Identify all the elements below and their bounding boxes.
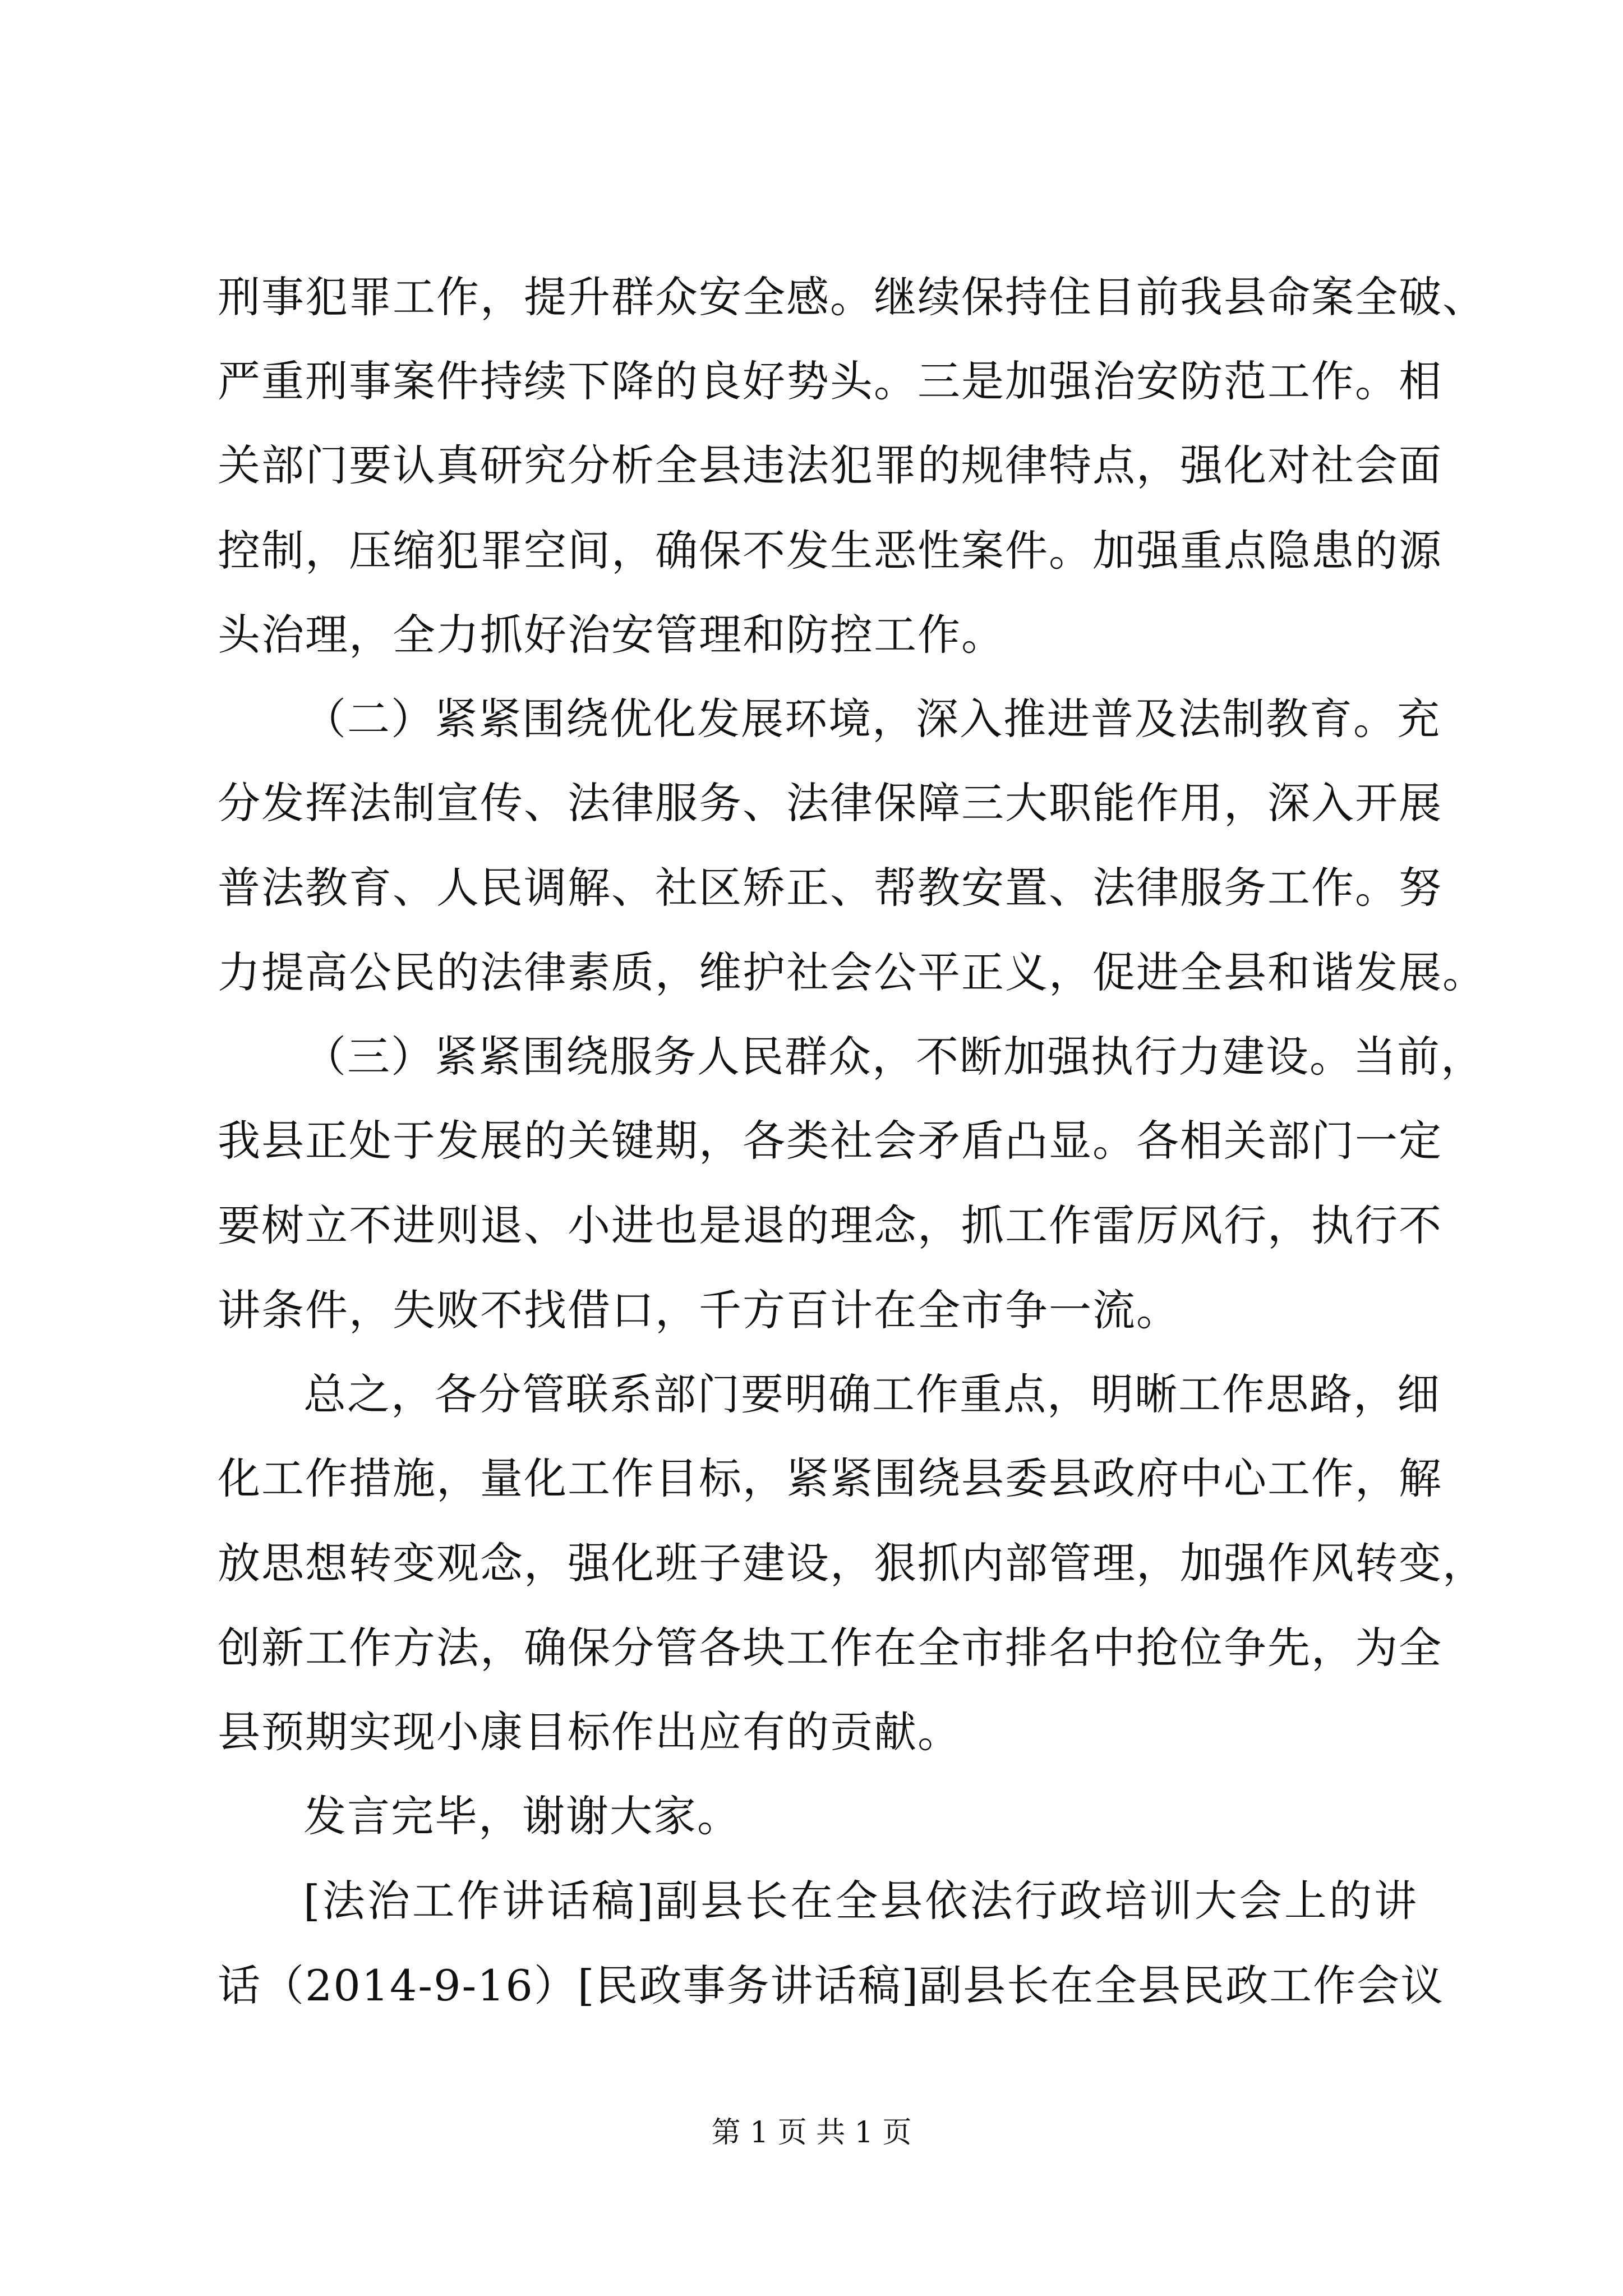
paragraph-first-line: （二）紧紧围绕优化发展环境，深入推进普及法制教育。充	[303, 694, 1441, 744]
paragraph-first-line: （三）紧紧围绕服务人民群众，不断加强执行力建设。当前，	[303, 1032, 1484, 1082]
text-line: 放思想转变观念，强化班子建设，狠抓内部管理，加强作风转变，	[218, 1538, 1486, 1588]
text-line: 话（2014-9-16）[民政事务讲话稿]副县长在全县民政工作会议	[218, 1961, 1445, 2010]
text-line: 关部门要认真研究分析全县违法犯罪的规律特点，强化对社会面	[218, 440, 1442, 490]
page-number-footer: 第 1 页 共 1 页	[711, 2116, 912, 2150]
text-line: 要树立不进则退、小进也是退的理念，抓工作雷厉风行，执行不	[218, 1200, 1442, 1250]
closing-remark: 发言完毕，谢谢大家。	[303, 1791, 741, 1841]
text-line: 我县正处于发展的关键期，各类社会矛盾凸显。各相关部门一定	[218, 1116, 1442, 1166]
text-line: 创新工作方法，确保分管各块工作在全市排名中抢位争先，为全	[218, 1623, 1442, 1673]
text-line: 刑事犯罪工作，提升群众安全感。继续保持住目前我县命案全破、	[218, 272, 1486, 322]
paragraph-first-line: 总之，各分管联系部门要明确工作重点，明晰工作思路，细	[303, 1369, 1441, 1419]
text-line: 力提高公民的法律素质，维护社会公平正义，促进全县和谐发展。	[218, 947, 1486, 997]
text-line: 化工作措施，量化工作目标，紧紧围绕县委县政府中心工作，解	[218, 1453, 1442, 1503]
text-line: 讲条件，失败不找借口，千方百计在全市争一流。	[218, 1285, 1180, 1335]
paragraph-first-line: [法治工作讲话稿]副县长在全县依法行政培训大会上的讲	[303, 1876, 1418, 1926]
text-line: 县预期实现小康目标作出应有的贡献。	[218, 1707, 961, 1757]
text-line: 普法教育、人民调解、社区矫正、帮教安置、法律服务工作。努	[218, 863, 1442, 913]
text-line: 严重刑事案件持续下降的良好势头。三是加强治安防范工作。相	[218, 356, 1442, 406]
text-line: 头治理，全力抓好治安管理和防控工作。	[218, 610, 1005, 660]
text-line: 分发挥法制宣传、法律服务、法律保障三大职能作用，深入开展	[218, 778, 1442, 828]
text-line: 控制，压缩犯罪空间，确保不发生恶性案件。加强重点隐患的源	[218, 526, 1442, 576]
